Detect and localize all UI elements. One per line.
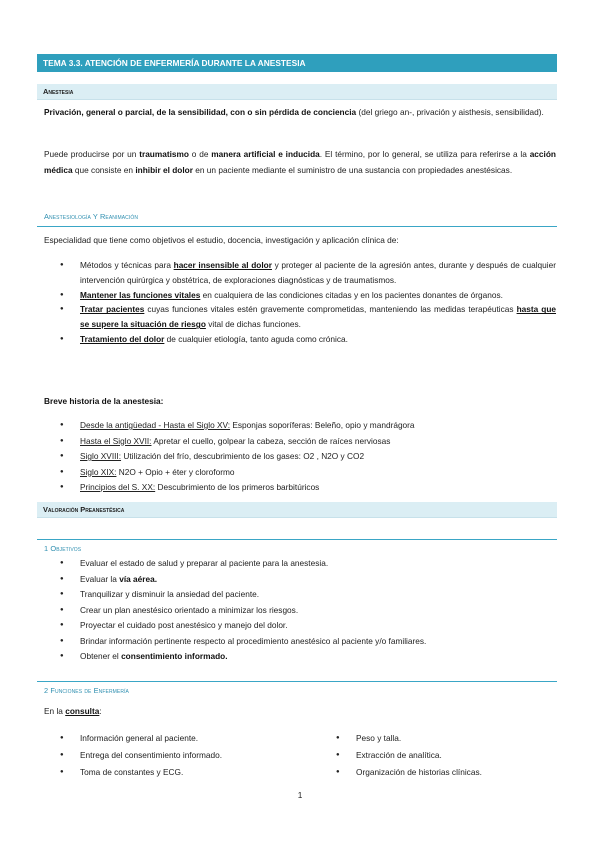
text-run: en un paciente mediante el suministro de una sustancia con propiedades anestésicas. — [192, 165, 513, 176]
section-heading-valoracion: Valoración Preanestésica — [37, 502, 557, 518]
list-item — [60, 332, 556, 347]
text-run: Puede producirse por un — [44, 149, 140, 159]
page-number: 1 — [297, 790, 303, 800]
text-run: de cualquier etiología, tanto aguda como crónica. — [164, 333, 348, 344]
text-run: cuyas funciones vitales estén gravemente comprometidas, manteniendo las medidas terapéuticas — [144, 304, 517, 315]
anestesia-definition — [44, 104, 556, 120]
text-run: Crear un plan anestésico orientado a minimizar los riesgos. — [80, 604, 299, 615]
list-item: ● Organización de historias clínicas. — [336, 764, 556, 781]
list-item — [60, 649, 556, 665]
consulta-list-right — [336, 730, 556, 781]
consulta-label — [44, 704, 102, 718]
text-run: que consiste en — [72, 165, 136, 176]
text-run: Obtener el — [80, 651, 122, 661]
text-run: Proyectar el cuidado post anestésico y manejo del dolor. — [80, 620, 288, 630]
list-item — [60, 572, 556, 588]
text-bold-underline: Tratar pacientes — [80, 304, 145, 315]
text-run: Evaluar la — [80, 573, 120, 584]
text-bold: acción médica — [44, 149, 556, 176]
text-bold: consentimiento informado. — [121, 651, 228, 661]
text-bold-underline: consulta — [65, 706, 100, 716]
list-item — [60, 465, 556, 481]
divider — [37, 226, 557, 227]
list-item — [60, 618, 556, 634]
text-run: Tranquilizar y disminuir la ansiedad del paciente. — [80, 589, 260, 599]
list-item — [60, 258, 556, 288]
list-item: ● Extracción de analítica. — [336, 747, 556, 764]
list-item — [60, 302, 556, 332]
text-underline: Desde la antigüedad - Hasta el Siglo XV: — [80, 420, 231, 430]
reanimacion-list — [60, 258, 556, 347]
text-bold: manera artificial e inducida — [211, 149, 320, 159]
text-run: en cualquiera de las condiciones citadas y en los pacientes donantes de órganos. — [200, 289, 503, 300]
text-run: Esponjas soporíferas: Beleño, opio y mandrágora — [230, 420, 415, 430]
text-run: En la — [44, 706, 66, 716]
divider — [37, 539, 557, 540]
text-run: Utilización del frío, descubrimiento de los gases: O2 , N2O y CO2 — [121, 451, 365, 461]
text-underline: Siglo XVIII: — [80, 451, 122, 461]
subheading-funciones: 2 Funciones de Enfermería — [44, 686, 129, 695]
list-item: ● Toma de constantes y ECG. — [60, 764, 320, 781]
list-item — [60, 634, 556, 650]
list-item — [60, 449, 556, 465]
historia-list — [60, 418, 556, 496]
text-bold-underline: hasta que se supere la situación de riesgo — [80, 304, 557, 330]
text-run: y proteger al paciente de la agresión antes, durante y después de cualquier intervención quirúrgica y obstétrica, de exploraciones diagnósticas y de traumatismos. — [80, 260, 557, 285]
anestesia-paragraph — [44, 146, 556, 178]
consulta-list-left — [60, 730, 320, 781]
list-item: ● Información general al paciente. — [60, 730, 320, 747]
list-item — [60, 480, 556, 496]
definition-bold: Privación, general o parcial, de la sensibilidad, con o sin pérdida de conciencia — [44, 107, 357, 117]
list-item: ● Peso y talla. — [336, 730, 556, 747]
divider — [37, 681, 557, 682]
section-heading-anestesia: Anestesia — [37, 84, 557, 100]
text-underline: Principios del S. XX: — [80, 482, 156, 492]
text-bold: Breve historia de la anestesia: — [44, 396, 164, 406]
list-item — [60, 603, 556, 619]
text-run: Métodos y técnicas para — [80, 260, 174, 270]
list-item: ● Entrega del consentimiento informado. — [60, 747, 320, 764]
text-bold: vía aérea. — [119, 573, 158, 584]
text-underline: Hasta el Siglo XVII: — [80, 435, 152, 446]
historia-title — [44, 394, 163, 408]
text-bold-underline: Tratamiento del dolor — [80, 333, 165, 344]
text-bold-underline: Mantener las funciones vitales — [80, 289, 201, 300]
text-underline: Siglo XIX: — [80, 466, 117, 477]
text-bold-underline: hacer insensible al dolor — [173, 260, 272, 270]
text-run: o de — [189, 149, 212, 159]
text-run: : — [99, 706, 102, 716]
definition-rest: (del griego an-, privación y aisthesis, sensibilidad). — [356, 107, 544, 117]
objetivos-list — [60, 556, 556, 665]
subheading-reanimacion: Anestesiología Y Reanimación — [44, 212, 139, 221]
document-title: TEMA 3.3. ATENCIÓN DE ENFERMERÍA DURANTE LA ANESTESIA — [37, 54, 557, 72]
list-item — [60, 587, 556, 603]
list-item — [60, 288, 556, 303]
text-run: Apretar el cuello, golpear la cabeza, sección de raíces nerviosas — [151, 435, 391, 446]
reanimacion-intro: Especialidad que tiene como objetivos el estudio, docencia, investigación y aplicación clínica de: — [44, 235, 399, 245]
subheading-objetivos: 1 Objetivos — [44, 544, 82, 553]
text-run: Evaluar el estado de salud y preparar al paciente para la anestesia. — [80, 558, 329, 568]
text-run: vital de dichas funciones. — [205, 319, 301, 330]
text-run: Brindar información pertinente respecto al procedimiento anestésico al paciente y/o familiares. — [80, 635, 427, 646]
list-item — [60, 418, 556, 434]
text-run: Descubrimiento de los primeros barbitúricos — [155, 482, 320, 492]
list-item — [60, 434, 556, 450]
text-run: . El término, por lo general, se utiliza para referirse a la — [319, 149, 530, 159]
list-item — [60, 556, 556, 572]
text-bold: traumatismo — [139, 149, 189, 159]
text-run: N2O + Opio + éter y cloroformo — [116, 466, 235, 477]
text-bold: inhibir el dolor — [135, 165, 193, 176]
